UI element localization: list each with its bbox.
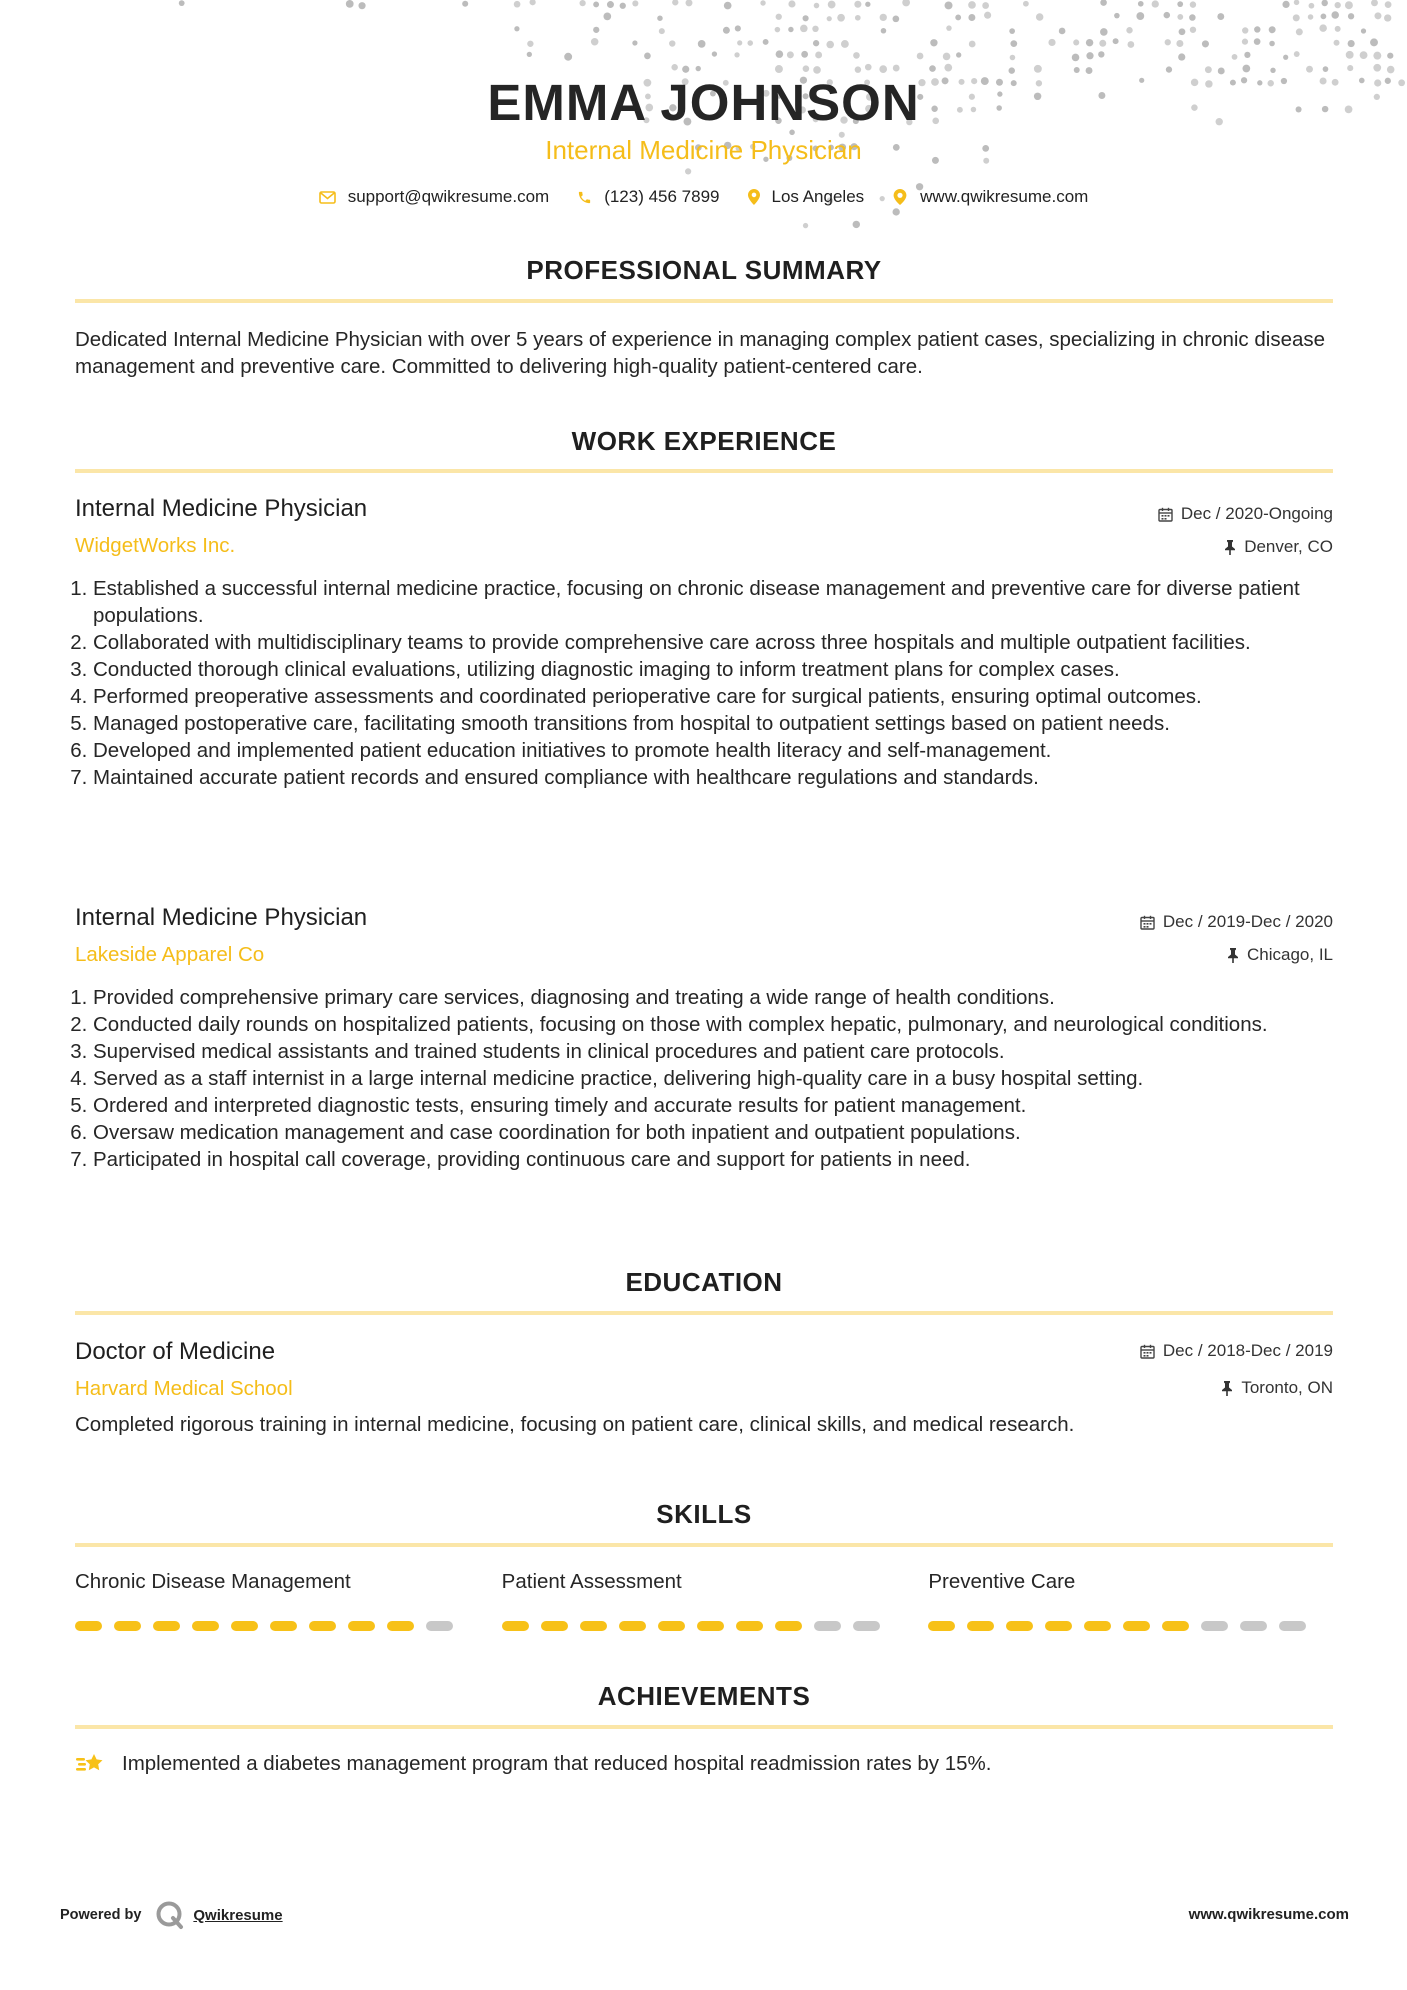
skill-level-bar (928, 1621, 1355, 1631)
duty-item: 5. Ordered and interpreted diagnostic tests, ensuring timely and accurate results for patient management. (93, 1092, 1355, 1119)
skill-dash-empty (1279, 1621, 1306, 1631)
summary-divider (75, 299, 1333, 303)
calendar-icon (1140, 1344, 1155, 1359)
skill-level-bar (502, 1621, 929, 1631)
duty-item: 2. Conducted daily rounds on hospitalized patients, focusing on those with complex hepatic, pulmonary, and neurological conditions. (93, 1011, 1355, 1038)
skill-dash-filled (1084, 1621, 1111, 1631)
brand-link[interactable]: Qwikresume (193, 1906, 283, 1924)
education-dates-text: Dec / 2018-Dec / 2019 (1162, 1341, 1333, 1360)
job-duties-list (75, 984, 1355, 1173)
skill-dash-filled (1006, 1621, 1033, 1631)
job-title: Internal Medicine Physician (75, 495, 368, 522)
skill-name: Preventive Care (928, 1570, 1076, 1593)
skill-dash-filled (775, 1621, 802, 1631)
experience-heading: WORK EXPERIENCE (571, 426, 837, 456)
pushpin-icon (1224, 540, 1236, 555)
education-divider (75, 1311, 1333, 1315)
education-heading: EDUCATION (625, 1267, 783, 1297)
website-pin-icon (892, 189, 908, 205)
job-location (1224, 536, 1333, 558)
skill-item (75, 1568, 502, 1631)
pushpin-icon (1227, 948, 1239, 963)
skill-item (928, 1568, 1355, 1631)
skill-dash-filled (697, 1621, 724, 1631)
duty-item: 1. Established a successful internal medicine practice, focusing on chronic disease management and preventive care for diverse patient populations. (93, 575, 1355, 629)
education-location-text: Toronto, ON (1241, 1378, 1333, 1397)
skill-dash-filled (231, 1621, 258, 1631)
duty-item: 1. Provided comprehensive primary care services, diagnosing and treating a wide range of health conditions. (93, 984, 1355, 1011)
skill-dash-empty (1201, 1621, 1228, 1631)
summary-text: Dedicated Internal Medicine Physician with over 5 years of experience in managing complex patient cases, specializing in chronic disease management and preventive care. Committed to delivering high-quality patient-centered care. (75, 328, 1326, 378)
skill-item (502, 1568, 929, 1631)
skill-dash-filled (387, 1621, 414, 1631)
contact-phone-text: (123) 456 7899 (604, 187, 720, 206)
skills-grid (75, 1568, 1355, 1631)
skill-dash-filled (270, 1621, 297, 1631)
duty-item: 7. Maintained accurate patient records and ensured compliance with healthcare regulations and standards. (93, 764, 1355, 791)
job-company: Lakeside Apparel Co (75, 943, 265, 966)
contact-phone[interactable] (577, 187, 719, 207)
candidate-role: Internal Medicine Physician (545, 135, 862, 165)
job-company: WidgetWorks Inc. (75, 534, 236, 557)
job-location-text: Chicago, IL (1247, 945, 1333, 964)
skill-dash-filled (1162, 1621, 1189, 1631)
job-title: Internal Medicine Physician (75, 904, 368, 931)
skill-dash-filled (967, 1621, 994, 1631)
skill-name: Chronic Disease Management (75, 1570, 351, 1593)
duty-item: 5. Managed postoperative care, facilitating smooth transitions from hospital to outpatient settings based on patient needs. (93, 710, 1355, 737)
contact-bar (0, 187, 1407, 207)
skill-dash-empty (426, 1621, 453, 1631)
skill-dash-filled (309, 1621, 336, 1631)
skill-dash-filled (153, 1621, 180, 1631)
skill-dash-filled (1045, 1621, 1072, 1631)
education-description: Completed rigorous training in internal medicine, focusing on patient care, clinical skills, and medical research. (75, 1413, 1075, 1436)
contact-email-text: support@qwikresume.com (347, 187, 550, 206)
calendar-icon (1140, 915, 1155, 930)
skill-dash-filled (736, 1621, 763, 1631)
skills-divider (75, 1543, 1333, 1547)
skill-dash-filled (619, 1621, 646, 1631)
duty-item: 7. Participated in hospital call coverage, providing continuous care and support for patients in need. (93, 1146, 1355, 1173)
qwikresume-logo-icon (155, 1900, 185, 1930)
powered-by-label: Powered by (60, 1907, 142, 1923)
summary-heading: PROFESSIONAL SUMMARY (526, 255, 882, 285)
duty-item: 3. Conducted thorough clinical evaluations, utilizing diagnostic imaging to inform treatment plans for complex cases. (93, 656, 1355, 683)
pushpin-icon (1221, 1381, 1233, 1396)
skill-dash-filled (114, 1621, 141, 1631)
duty-item: 4. Performed preoperative assessments and coordinated perioperative care for surgical patients, ensuring optimal outcomes. (93, 683, 1355, 710)
education-location (1221, 1377, 1333, 1399)
skill-dash-filled (1123, 1621, 1150, 1631)
footer-website[interactable]: www.qwikresume.com (1188, 1906, 1349, 1923)
phone-icon (577, 190, 592, 205)
job-dates-text: Dec / 2020-Ongoing (1180, 504, 1333, 523)
calendar-icon (1158, 507, 1173, 522)
achievement-text: Implemented a diabetes management program that reduced hospital readmission rates by 15%. (122, 1752, 992, 1775)
contact-website-text: www.qwikresume.com (920, 187, 1089, 206)
skill-dash-empty (814, 1621, 841, 1631)
skill-dash-filled (658, 1621, 685, 1631)
duty-item: 4. Served as a staff internist in a large internal medicine practice, delivering high-quality care in a busy hospital setting. (93, 1065, 1355, 1092)
duty-item: 2. Collaborated with multidisciplinary teams to provide comprehensive care across three hospitals and multiple outpatient facilities. (93, 629, 1355, 656)
experience-divider (75, 469, 1333, 473)
footer-branding (60, 1900, 283, 1930)
achievements-heading: ACHIEVEMENTS (597, 1681, 811, 1711)
skill-dash-filled (541, 1621, 568, 1631)
skill-dash-filled (192, 1621, 219, 1631)
job-location (1227, 944, 1333, 966)
degree-title: Doctor of Medicine (75, 1338, 276, 1365)
contact-website[interactable] (892, 187, 1088, 207)
job-dates (1140, 911, 1333, 933)
skill-dash-empty (1240, 1621, 1267, 1631)
job-location-text: Denver, CO (1244, 537, 1333, 556)
contact-location (748, 187, 865, 207)
education-dates (1140, 1340, 1333, 1362)
skill-dash-filled (75, 1621, 102, 1631)
skill-level-bar (75, 1621, 502, 1631)
map-pin-icon (748, 189, 760, 205)
skill-dash-filled (502, 1621, 529, 1631)
skill-dash-filled (348, 1621, 375, 1631)
contact-location-text: Los Angeles (771, 187, 865, 206)
duty-item: 6. Oversaw medication management and case coordination for both inpatient and outpatient populations. (93, 1119, 1355, 1146)
contact-email[interactable] (319, 187, 550, 207)
achievements-divider (75, 1725, 1333, 1729)
job-dates (1158, 503, 1333, 525)
duty-item: 6. Developed and implemented patient education initiatives to promote health literacy and self-management. (93, 737, 1355, 764)
skill-dash-filled (580, 1621, 607, 1631)
skill-name: Patient Assessment (501, 1570, 682, 1593)
candidate-name: EMMA JOHNSON (487, 74, 920, 131)
skills-heading: SKILLS (656, 1499, 752, 1529)
envelope-icon (319, 191, 336, 204)
job-dates-text: Dec / 2019-Dec / 2020 (1162, 912, 1333, 931)
skill-dash-filled (928, 1621, 955, 1631)
shooting-star-icon (75, 1751, 107, 1777)
achievement-item (75, 1750, 991, 1778)
duty-item: 3. Supervised medical assistants and trained students in clinical procedures and patient care protocols. (93, 1038, 1355, 1065)
skill-dash-empty (853, 1621, 880, 1631)
job-duties-list (75, 575, 1355, 791)
school-name: Harvard Medical School (75, 1377, 293, 1400)
